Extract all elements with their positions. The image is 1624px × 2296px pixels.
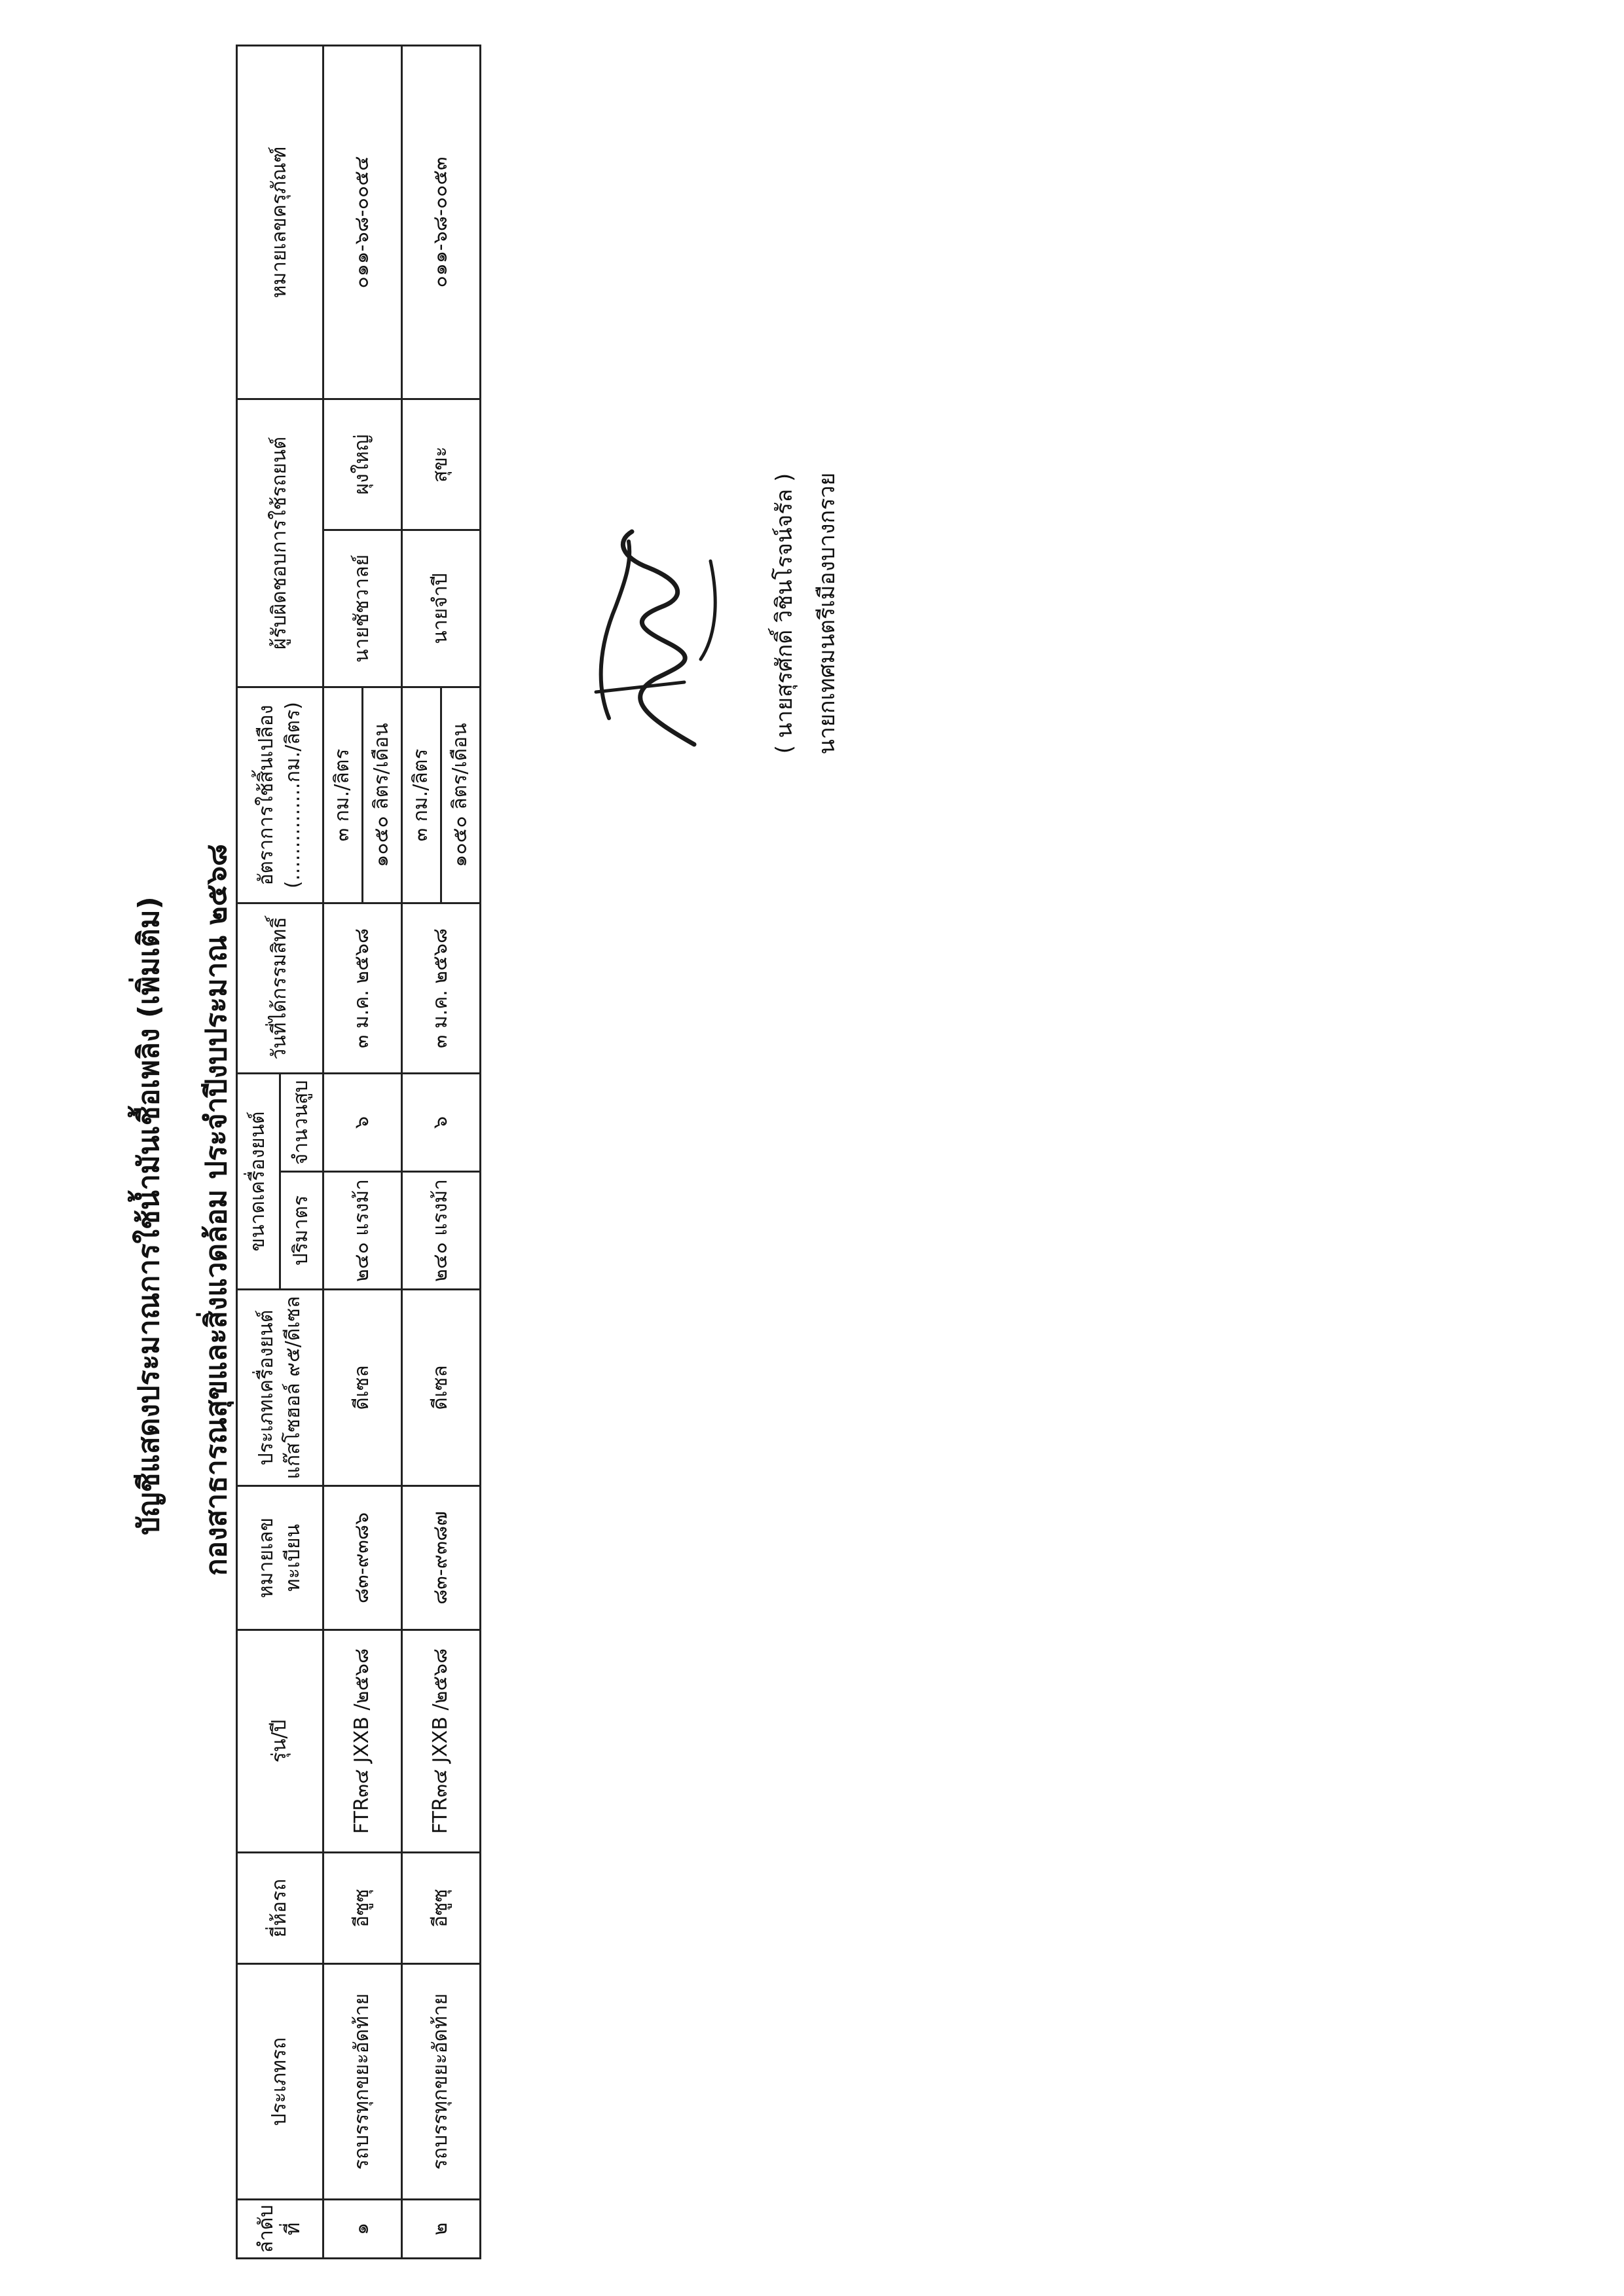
handwritten-signature xyxy=(570,522,740,757)
cell-rate-km: ๓ กม./ลิตร xyxy=(402,687,441,903)
cell-asset-number: ๐๑๑-๖๘-๐๐๕๔ xyxy=(323,45,402,399)
cell-responsible-surname: สุขะ xyxy=(402,399,481,530)
header-asset-number: หมายเลขครุภัณฑ์ xyxy=(237,45,323,399)
document-title: บัญชีแสดงประมาณการใช้น้ำมันเชื้อเพลิง (เพิ่มเติม) xyxy=(132,896,166,1535)
table-header-row xyxy=(237,45,280,2258)
cell-responsible-name: นายชัชวาลย์ xyxy=(323,530,402,687)
cell-volume: ๒๔๐ แรงม้า xyxy=(402,1172,481,1290)
cell-volume: ๒๔๐ แรงม้า xyxy=(323,1172,402,1290)
cell-seq: ๒ xyxy=(402,2200,481,2259)
header-consumption-rate-unit: (……………กม./ลิตร) xyxy=(281,702,304,888)
cell-responsible-surname: ผุงใหญ่ xyxy=(323,399,402,530)
header-seq: ลำดับที่ xyxy=(237,2200,323,2259)
cell-vehicle-type: รถบรรทุกขยะอัดท้าย xyxy=(402,1964,481,2200)
cell-ownership-date: ๓ ม.ค. ๒๕๖๘ xyxy=(402,903,481,1073)
cell-engine-type: ดีเซล xyxy=(323,1290,402,1486)
header-consumption-rate-label: อัตราการใช้สิ้นเปลือง xyxy=(255,704,278,886)
header-cylinders: จำนวนสูบ xyxy=(280,1073,323,1171)
cell-responsible-name: นายจำปี xyxy=(402,530,481,687)
cell-registration: ๘๓-๙๓๘๗ xyxy=(402,1486,481,1630)
cell-rate-month: ๑๐๕๐ ลิตร/เดือน xyxy=(441,687,481,903)
cell-engine-type: ดีเซล xyxy=(402,1290,481,1486)
cell-ownership-date: ๓ ม.ค. ๒๕๖๘ xyxy=(323,903,402,1073)
header-registration: หมายเลขทะเบียน xyxy=(237,1486,323,1630)
header-model-year: รุ่น/ปี xyxy=(237,1630,323,1853)
cell-asset-number: ๐๑๑-๖๘-๐๐๕๓ xyxy=(402,45,481,399)
cell-seq: ๑ xyxy=(323,2200,402,2259)
header-vehicle-type: ประเภทรถ xyxy=(237,1964,323,2200)
cell-cylinders: ๖ xyxy=(402,1073,481,1171)
cell-cylinders: ๖ xyxy=(323,1073,402,1171)
cell-model-year: FTR๓๔ JXXB /๒๕๖๘ xyxy=(402,1630,481,1853)
cell-brand: อีซูซุ xyxy=(323,1853,402,1964)
header-engine-size: ขนาดเครื่องยนต์ xyxy=(237,1073,280,1289)
signatory-position: นายกเทศมนตรีเมืองบางกรวย xyxy=(814,472,840,755)
cell-brand: อีซูซุ xyxy=(402,1853,481,1964)
cell-model-year: FTR๓๔ JXXB /๒๕๖๘ xyxy=(323,1630,402,1853)
cell-vehicle-type: รถบรรทุกขยะอัดท้าย xyxy=(323,1964,402,2200)
header-brand: ยี่ห้อรถ xyxy=(237,1853,323,1964)
table-row xyxy=(402,45,441,2258)
table-row xyxy=(323,45,363,2258)
document-subtitle: กองสาธารณสุขและสิ่งแวดล้อม ประจำปีงบประมาณ ๒๕๖๘ xyxy=(200,844,233,1576)
fuel-estimate-table xyxy=(236,45,481,2259)
signatory-name: ( นายสุรศักดิ์ วิชินโรจน์จรัล ) xyxy=(771,473,798,754)
header-volume: ปริมาตร xyxy=(280,1172,323,1290)
cell-registration: ๘๓-๙๓๘๖ xyxy=(323,1486,402,1630)
header-consumption-rate xyxy=(237,687,323,903)
cell-rate-month: ๑๐๕๐ ลิตร/เดือน xyxy=(363,687,402,903)
header-responsible: ผู้รับผิดชอบการใช้รถยนต์ xyxy=(237,399,323,687)
header-ownership-date: วันที่ได้กรรมสิทธิ์ xyxy=(237,903,323,1073)
header-engine-type: ประเภทเครื่องยนต์ แก๊สโซฮอล์ ๙๕/ดีเซล xyxy=(237,1290,323,1486)
cell-rate-km: ๓ กม./ลิตร xyxy=(323,687,363,903)
